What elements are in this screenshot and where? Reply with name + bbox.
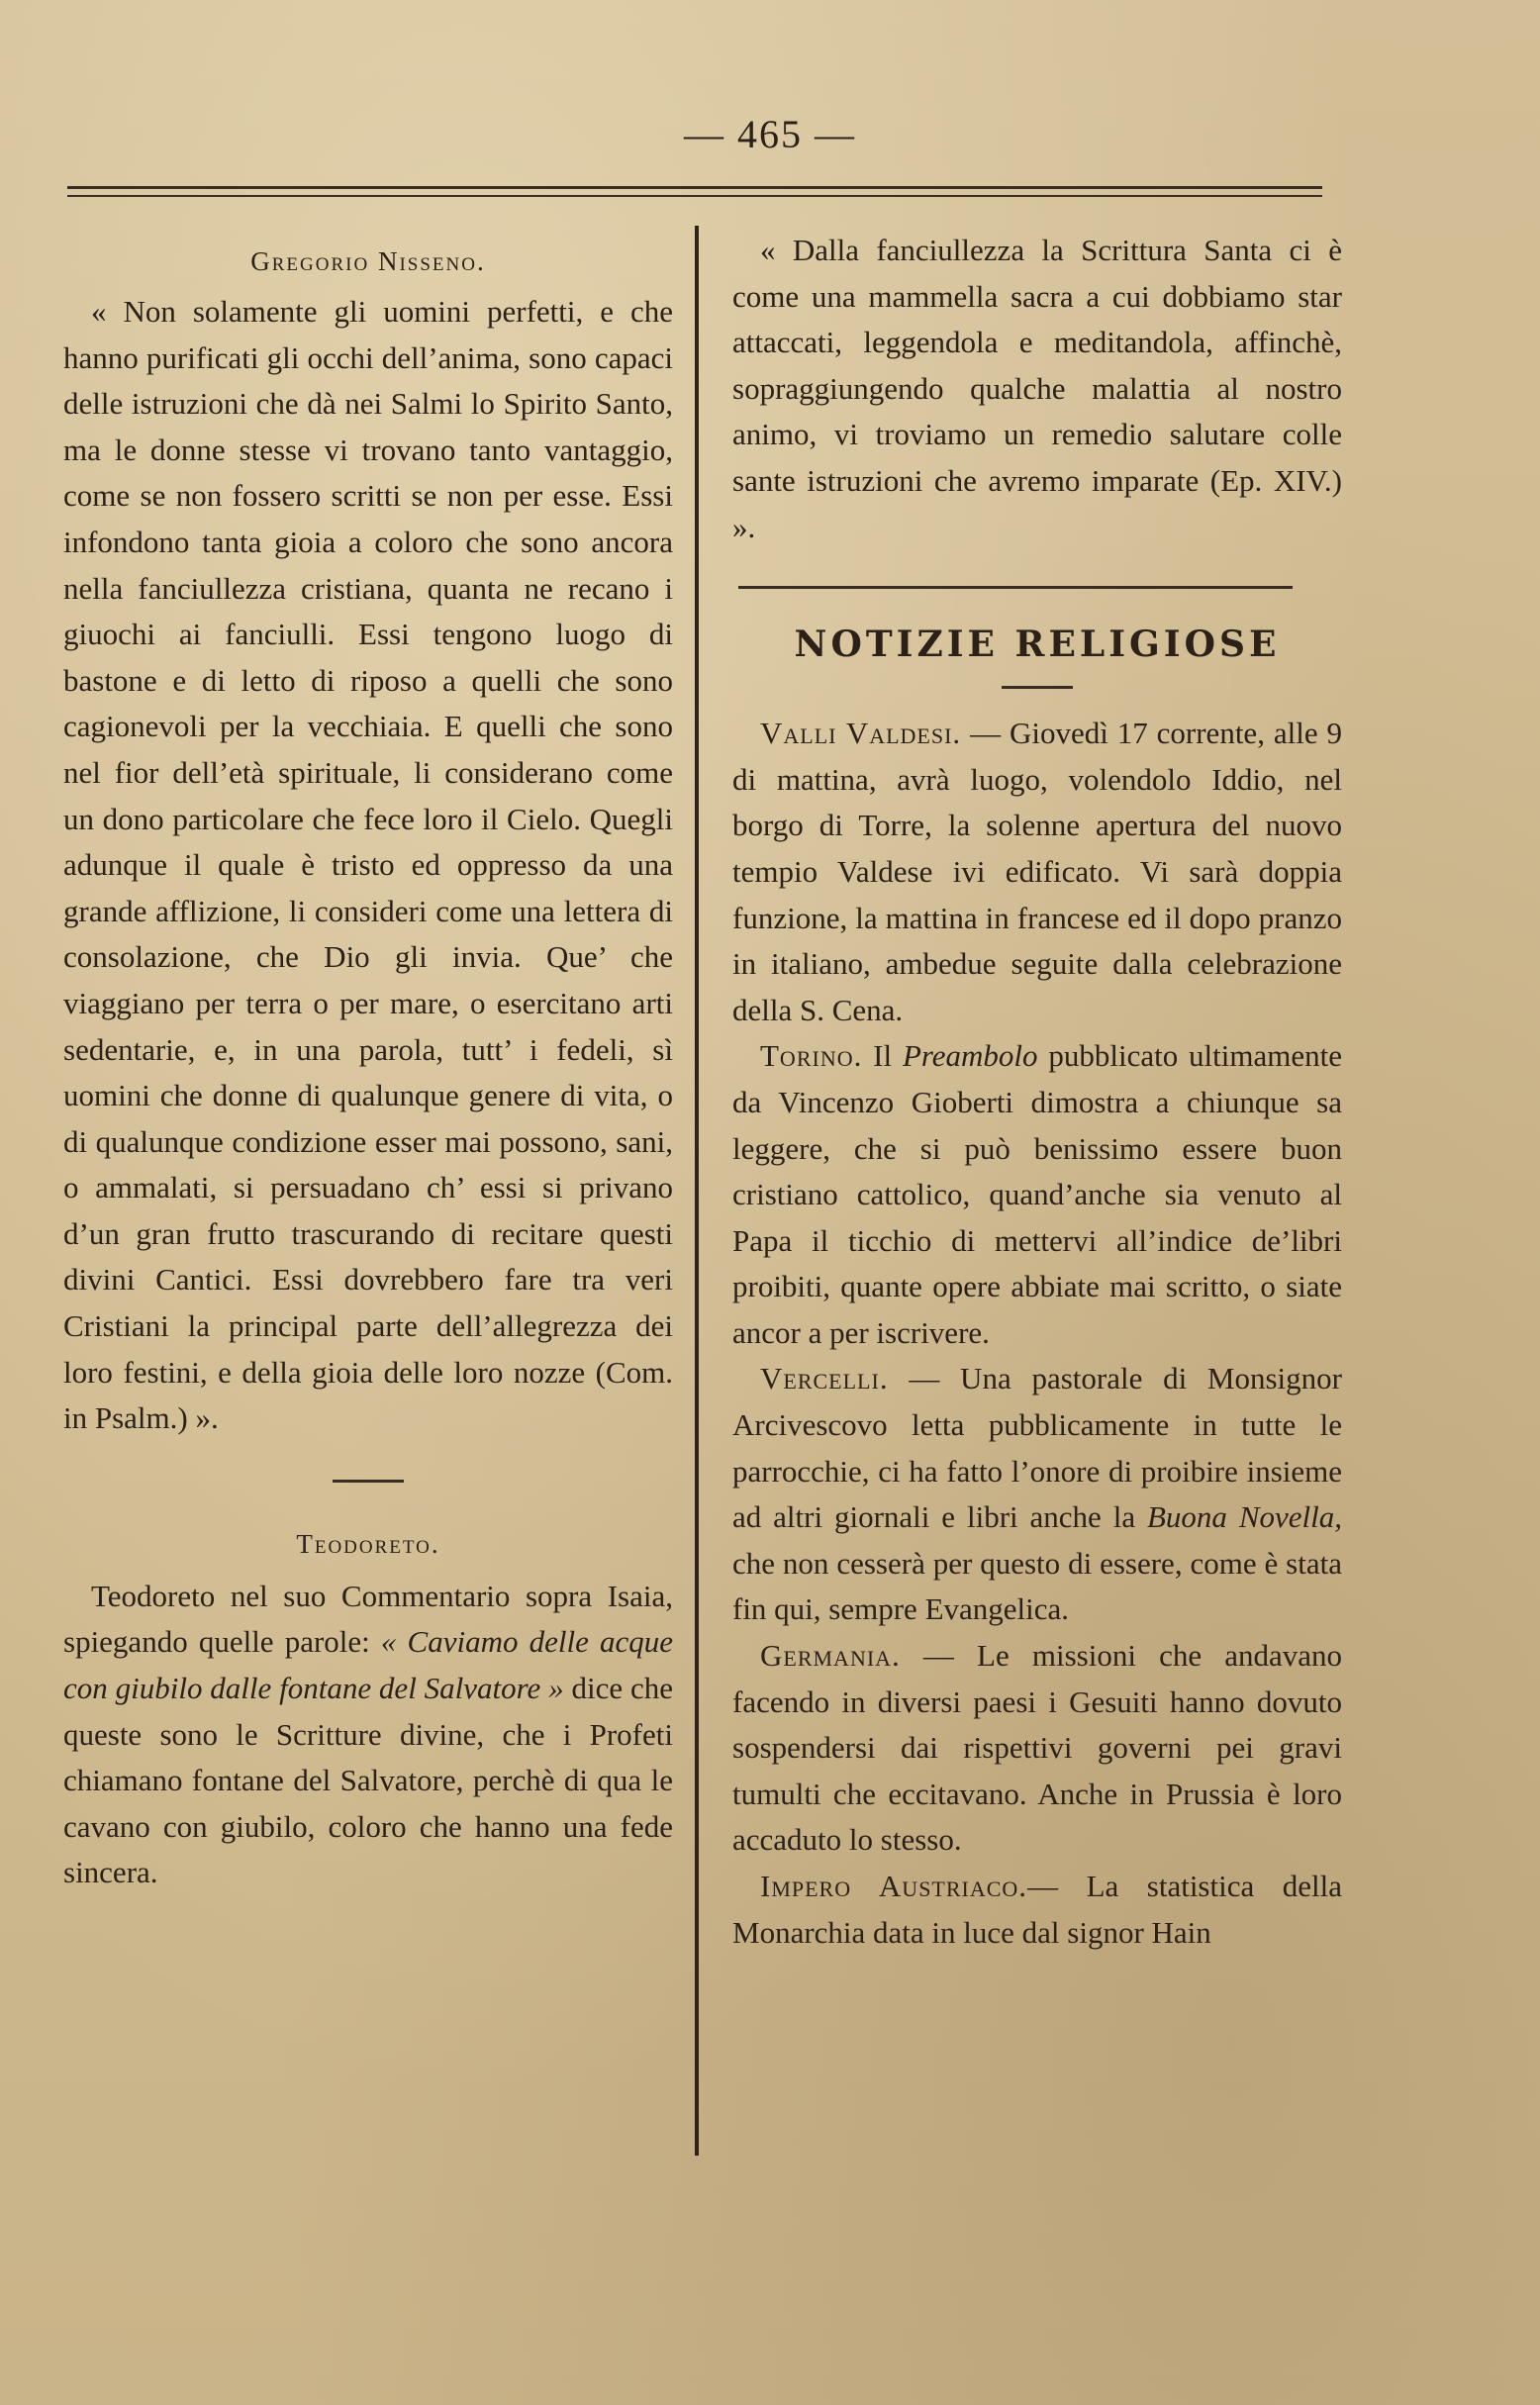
teodoreto-quote-italic: « Caviamo delle acque con giubilo dalle fontane del Salvatore » — [63, 1624, 673, 1706]
news-place: Germania. — [760, 1638, 901, 1674]
section-author-gregorio: Gregorio Nisseno. — [250, 246, 486, 276]
news-item — [732, 1356, 1342, 1633]
news-text: — Una pastorale di Monsignor Arcivescovo letta pubblicamente in tutte le parrocchie, ci ha fatto l’onore di proibire insieme ad altri giornali e libri anche la — [732, 1361, 1342, 1535]
news-item — [732, 711, 1342, 1033]
news-text: — Le missioni che andavano facendo in diversi paesi i Gesuiti hanno dovuto sospendersi dai rispettivi governi pei gravi tumulti che eccitavano. Anche in Prussia è loro accaduto lo stesso. — [732, 1638, 1342, 1858]
news-italic: Buona Novella, — [1147, 1499, 1343, 1535]
continuation-quote: « Dalla fanciullezza la Scrittura Santa ci è come una mammella sacra a cui dobbiamo star attaccati, leggendola e meditandola, affinchè, sopraggiungendo qualche malattia al nostro animo, vi troviamo un remedio salutare colle sante istruzioni che avremo imparate (Ep. XIV.) ». — [732, 233, 1342, 544]
section-separator — [333, 1480, 404, 1483]
section-title: NOTIZIE RELIGIOSE — [794, 624, 1281, 666]
teodoreto-text-b: dice che queste sono le Scritture divine, che i Profeti chiamano fontane del Salvatore, perchè di qua le cavano con giubilo, coloro che hanno una fede sincera. — [63, 1671, 673, 1890]
left-column — [63, 228, 673, 1896]
news-text: — La statistica della Monarchia data in luce dal signor Hain — [732, 1869, 1342, 1950]
page-number: — 465 — — [684, 112, 856, 156]
news-text: Il — [862, 1038, 903, 1074]
right-column — [732, 228, 1342, 1956]
news-place: Impero Austriaco. — [760, 1869, 1028, 1903]
news-text: che non cesserà per questo di essere, come è stata fin qui, sempre Evangelica. — [732, 1545, 1342, 1627]
section-rule — [738, 586, 1293, 589]
teodoreto-text-a: Teodoreto nel suo Commentario sopra Isaia, spiegando quelle parole: — [63, 1578, 673, 1660]
news-place: Torino. — [760, 1038, 863, 1074]
news-text: pubblicato ultimamente da Vincenzo Gioberti dimostra a chiunque sa leggere, che si può benissimo essere buon cristiano cattolico, quand’anche sia venuto al Papa il ticchio di mettervi all’indice de’libri proibiti, quante opere abbiate mai scritto, o siate ancor a per iscrivere. — [732, 1038, 1342, 1350]
news-item — [732, 1033, 1342, 1356]
title-underline — [1002, 686, 1073, 689]
section-author-teodoreto: Teodoreto. — [296, 1528, 440, 1559]
news-place: Vercelli. — [760, 1361, 889, 1396]
gregorio-quote: « Non solamente gli uomini perfetti, e che hanno purificati gli occhi dell’anima, sono capaci delle istruzioni che dà nei Salmi lo Spirito Santo, ma le donne stesse vi trovano tanto vantaggio, come se non fossero scritti se non per esse. Essi infondono tanta gioia a coloro che sono ancora nella fanciullezza cristiana, quanta ne recano i giuochi ai fanciulli. Essi tengono luogo di bastone e di letto di riposo a quelli che sono cagionevoli per la vecchiaia. E quelli che sono nel fior dell’età spirituale, li considerano come un dono particolare che fece loro il Cielo. Quegli adunque il quale è tristo ed oppresso da una grande afflizione, li consideri come una lettera di consolazione, che Dio gli invia. Que’ che viaggiano per terra o per mare, o esercitano arti sedentarie, e, in una parola, tutt’ i fedeli, sì uomini che donne di qualunque genere di vita, o di qualunque condizione esser mai possono, sani, o ammalati, si persuadano ch’ essi si privano d’un gran frutto trascurando di recitare questi divini Cantici. Essi dovrebbero fare tra veri Cristiani la principal parte dell’allegrezza dei loro festini, e della gioia delle loro nozze (Com. in Psalm.) ». — [63, 294, 673, 1436]
column-divider — [695, 226, 699, 2156]
news-place: Valli Valdesi. — [760, 716, 962, 751]
news-item — [732, 1864, 1342, 1956]
news-text: — Giovedì 17 corrente, alle 9 di mattina, avrà luogo, volendolo Iddio, nel borgo di Torre, la solenne apertura del nuovo tempio Valdese ivi edificato. Vi sarà doppia funzione, la mattina in francese ed il dopo pranzo in italiano, ambedue seguite dalla celebrazione della S. Cena. — [732, 716, 1342, 1027]
news-italic: Preambolo — [902, 1038, 1038, 1074]
news-item — [732, 1633, 1342, 1864]
header-rule — [67, 186, 1322, 189]
teodoreto-paragraph — [63, 1574, 673, 1896]
header-rule-thin — [67, 195, 1322, 197]
